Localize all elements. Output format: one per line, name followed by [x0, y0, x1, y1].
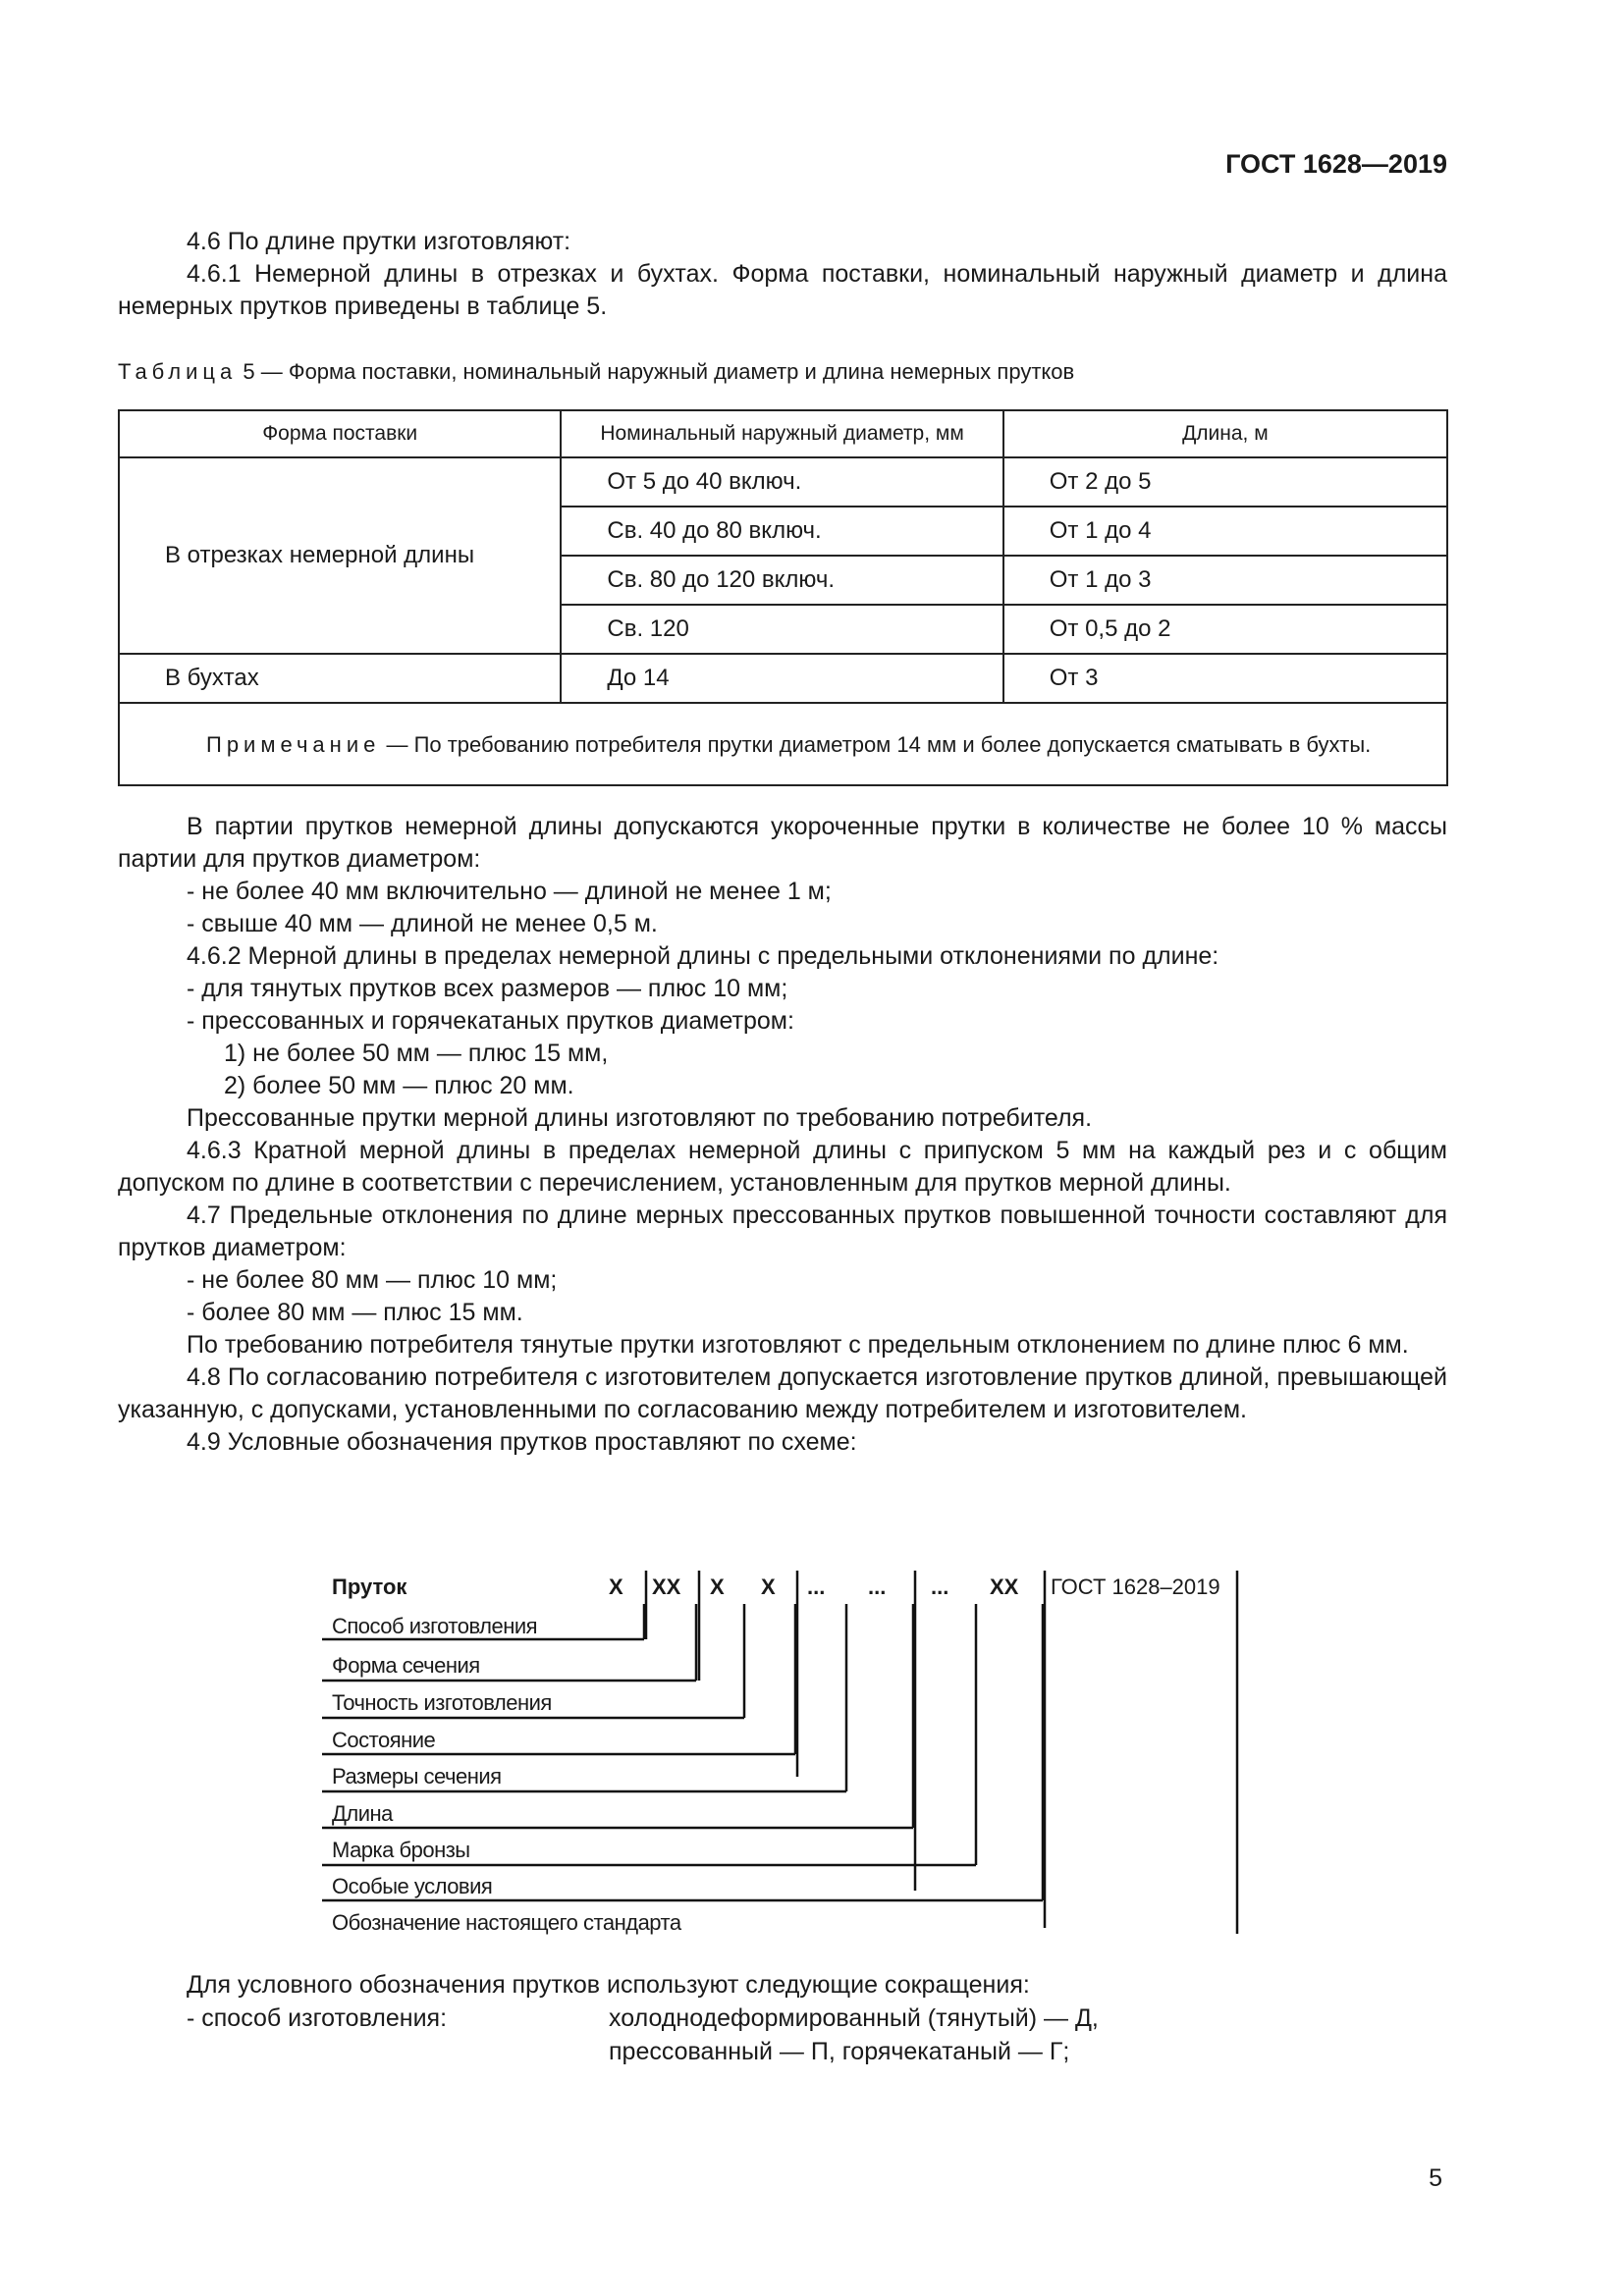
scheme-standard: ГОСТ 1628–2019 [1051, 1575, 1220, 1599]
cell-length: От 1 до 4 [1003, 507, 1447, 556]
body-paragraph: 4.9 Условные обозначения прутков проставляют по схеме: [187, 1428, 857, 1456]
table-header-row [119, 410, 1447, 457]
paragraph-4-6: 4.6 По длине прутки изготовляют: [187, 228, 571, 255]
body-paragraph: По требованию потребителя тянутые прутки изготовляют с предельным отклонением по длине плюс 6 мм. [187, 1331, 1409, 1359]
body-paragraph: Прессованные прутки мерной длины изготовляют по требованию потребителя. [187, 1104, 1093, 1132]
cell-diameter: Св. 120 [561, 605, 1002, 654]
paragraph-4-6-1: 4.6.1 Немерной длины в отрезках и бухтах. Форма поставки, номинальный наружный диаметр и длина немерных прутков приведены в таблице 5. [118, 260, 1447, 320]
scheme-label: Способ изготовления [332, 1614, 538, 1638]
document-header: ГОСТ 1628—2019 [1225, 149, 1447, 179]
cell-length: От 3 [1003, 654, 1447, 703]
scheme-code-length: ... [868, 1575, 887, 1599]
header-diameter: Номинальный наружный диаметр, мм [561, 410, 1002, 457]
scheme-label: Особые условия [332, 1874, 493, 1898]
body-text [118, 811, 1447, 1459]
note-text: — По требованию потребителя прутки диаметром 14 мм и более допускается сматывать в бухты. [380, 731, 1372, 757]
table-caption-text: 5 — Форма поставки, номинальный наружный диаметр и длина немерных прутков [237, 359, 1075, 384]
body-paragraph: - для тянутых прутков всех размеров — плюс 10 мм; [187, 975, 788, 1002]
scheme-label: Марка бронзы [332, 1838, 470, 1862]
table-note-row [119, 703, 1447, 785]
scheme-code-method: X [609, 1575, 623, 1599]
scheme-label: Обозначение настоящего стандарта [332, 1910, 681, 1935]
header-length: Длина, м [1003, 410, 1447, 457]
table-caption-prefix: Таблица [118, 359, 238, 384]
abbreviations [187, 1968, 1463, 2068]
body-paragraph: - более 80 мм — плюс 15 мм. [187, 1299, 523, 1326]
body-paragraph: В партии прутков немерной длины допускаются укороченные прутки в количестве не более 10 % массы партии для прутков диаметром: [118, 813, 1447, 873]
body-paragraph: 4.6.3 Кратной мерной длины в пределах немерной длины с припуском 5 мм на каждый рез и с общим допуском по длине в соответствии с перечислением, установленным для прутков мерной длины. [118, 1137, 1447, 1197]
cell-group-coils: В бухтах [119, 654, 561, 703]
table-note [119, 703, 1447, 785]
body-paragraph: 4.6.2 Мерной длины в пределах немерной длины с предельными отклонениями по длине: [187, 942, 1219, 970]
designation-scheme [322, 1561, 1245, 1934]
abbr-row [187, 2002, 1463, 2035]
note-prefix: Примечание [206, 731, 381, 757]
header-delivery-form: Форма поставки [119, 410, 561, 457]
scheme-code-dimensions: ... [807, 1575, 826, 1599]
body-paragraph: 2) более 50 мм — плюс 20 мм. [224, 1072, 574, 1099]
intro-paragraphs [118, 226, 1447, 323]
scheme-code-section: XX [652, 1575, 681, 1599]
cell-diameter: До 14 [561, 654, 1002, 703]
scheme-label: Точность изготовления [332, 1690, 552, 1715]
cell-length: От 2 до 5 [1003, 457, 1447, 507]
page-number: 5 [1429, 2164, 1442, 2192]
cell-length: От 1 до 3 [1003, 556, 1447, 605]
scheme-code-precision: X [710, 1575, 725, 1599]
table-row [119, 654, 1447, 703]
abbr-row [187, 2035, 1463, 2068]
abbr-value: холоднодеформированный (тянутый) — Д, [609, 2004, 1099, 2032]
abbr-intro: Для условного обозначения прутков используют следующие сокращения: [187, 1971, 1030, 1999]
scheme-label: Состояние [332, 1728, 436, 1752]
scheme-title: Пруток [332, 1575, 407, 1599]
table-caption [118, 359, 1074, 385]
cell-diameter: Св. 40 до 80 включ. [561, 507, 1002, 556]
cell-diameter: Св. 80 до 120 включ. [561, 556, 1002, 605]
cell-length: От 0,5 до 2 [1003, 605, 1447, 654]
body-paragraph: - прессованных и горячекатаных прутков диаметром: [187, 1007, 794, 1035]
body-paragraph: 4.8 По согласованию потребителя с изготовителем допускается изготовление прутков длиной, превышающей указанную, с допусками, установленными по согласованию между потребителем и изготовителем. [118, 1363, 1447, 1423]
body-paragraph: 1) не более 50 мм — плюс 15 мм, [224, 1040, 609, 1067]
scheme-label: Форма сечения [332, 1653, 480, 1678]
scheme-label: Длина [332, 1801, 393, 1826]
body-paragraph: - не более 40 мм включительно — длиной не менее 1 м; [187, 878, 832, 905]
body-paragraph: - не более 80 мм — плюс 10 мм; [187, 1266, 558, 1294]
scheme-code-conditions: XX [990, 1575, 1019, 1599]
abbr-value: прессованный — П, горячекатаный — Г; [609, 2038, 1070, 2065]
body-paragraph: - свыше 40 мм — длиной не менее 0,5 м. [187, 910, 658, 937]
scheme-code-state: X [761, 1575, 776, 1599]
body-paragraph: 4.7 Предельные отклонения по длине мерных прессованных прутков повышенной точности составляют для прутков диаметром: [118, 1201, 1447, 1261]
cell-diameter: От 5 до 40 включ. [561, 457, 1002, 507]
scheme-label: Размеры сечения [332, 1764, 502, 1789]
abbr-key: - способ изготовления: [187, 2004, 448, 2032]
table-5 [118, 409, 1448, 786]
scheme-code-grade: ... [931, 1575, 949, 1599]
cell-group-cut-lengths: В отрезках немерной длины [119, 457, 561, 654]
table-row [119, 457, 1447, 507]
